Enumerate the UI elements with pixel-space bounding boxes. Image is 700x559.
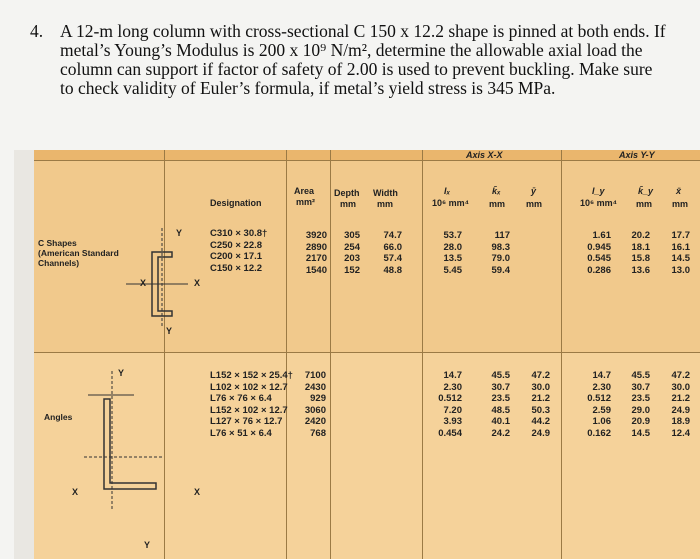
angle-xbar: 47.2 30.0 21.2 24.9 18.9 12.4 [671, 370, 690, 439]
channel-xbar: 17.7 16.1 14.5 13.0 [671, 230, 690, 276]
xbar-header: x̄ [676, 186, 682, 196]
grid-line [34, 352, 700, 353]
kx-unit: mm [489, 199, 506, 209]
designation-header: Designation [210, 198, 262, 208]
ybar-header: ȳ [531, 186, 537, 196]
depth-header: Depth [334, 188, 360, 198]
angle-ybar: 47.2 30.0 21.2 50.3 44.2 24.9 [531, 370, 550, 439]
ky-header: k̄_y [638, 186, 654, 196]
channel-areas: 3920 2890 2170 1540 [305, 230, 327, 276]
ky-unit: mm [636, 199, 653, 209]
channel-axis-x-left: X [140, 278, 147, 288]
header-strip [34, 150, 700, 160]
problem-number: 4. [30, 21, 44, 41]
angles-label: Angles [44, 412, 73, 422]
grid-line [330, 150, 331, 559]
angle-ix: 14.7 2.30 0.512 7.20 3.93 0.454 [438, 370, 462, 439]
angle-axis-x-right: X [194, 487, 201, 497]
problem-text: A 12-m long column with cross-sectional C 150 x 12.2 shape is pinned at both ends. If metal’s Young’s Modulus is 200 x 10⁹ N/m², determine the allowable axial load the column can support if factor of safety of 2.00 is used to prevent buckling. Make sure to check validity of Euler’s formula, if metal’s yield stress is 345 MPa. [60, 21, 666, 98]
angle-kx: 45.5 30.7 23.5 48.5 40.1 24.2 [491, 370, 510, 439]
grid-line [34, 160, 700, 161]
width-header: Width [373, 188, 398, 198]
channel-kx: 117 98.3 79.0 59.4 [491, 230, 510, 276]
grid-line [422, 150, 423, 559]
properties-table [34, 150, 700, 559]
channel-ky: 20.2 18.1 15.8 13.6 [631, 230, 650, 276]
angle-axis-y-bottom: Y [144, 540, 151, 550]
area-unit: mm² [296, 197, 316, 207]
grid-line [561, 150, 562, 559]
channel-axis-y-top: Y [176, 228, 183, 238]
channel-depths: 305 254 203 152 [344, 230, 360, 276]
ix-header: Iₓ [444, 186, 451, 196]
angle-axis-y-top: Y [118, 368, 125, 378]
channel-axis-y-bottom: Y [166, 326, 173, 336]
angle-ky: 45.5 30.7 23.5 29.0 20.9 14.5 [631, 370, 650, 439]
kx-header: k̄ₓ [492, 186, 501, 196]
axis-yy-header: Axis Y-Y [619, 150, 655, 160]
channel-iy: 1.61 0.945 0.545 0.286 [587, 230, 611, 276]
depth-unit: mm [340, 199, 357, 209]
angle-areas: 7100 2430 929 3060 2420 768 [304, 370, 326, 439]
grid-line [286, 150, 287, 559]
iy-unit: 10⁶ mm⁴ [580, 198, 618, 208]
axis-xx-header: Axis X-X [466, 150, 503, 160]
channel-ix: 53.7 28.0 13.5 5.45 [443, 230, 462, 276]
angle-section-icon [64, 365, 174, 515]
ix-unit: 10⁶ mm⁴ [432, 198, 470, 208]
xbar-unit: mm [672, 199, 689, 209]
area-header: Area [294, 186, 315, 196]
angle-iy: 14.7 2.30 0.512 2.59 1.06 0.162 [587, 370, 611, 439]
iy-header: I_y [592, 186, 605, 196]
channel-axis-x-right: X [194, 278, 201, 288]
channel-widths: 74.7 66.0 57.4 48.8 [383, 230, 402, 276]
channels-label: C Shapes (American Standard Channels) [38, 238, 119, 268]
angle-axis-x-left: X [72, 487, 79, 497]
ybar-unit: mm [526, 199, 543, 209]
width-unit: mm [377, 199, 394, 209]
properties-table-photo [14, 150, 700, 559]
channel-designations: C310 × 30.8† C250 × 22.8 C200 × 17.1 C150 × 12.2 [210, 228, 268, 274]
angle-designations: L152 × 152 × 25.4† L102 × 102 × 12.7 L76 × 76 × 6.4 L152 × 102 × 12.7 L127 × 76 × 12.7 L76 × 51 × 6.4 [210, 370, 293, 439]
